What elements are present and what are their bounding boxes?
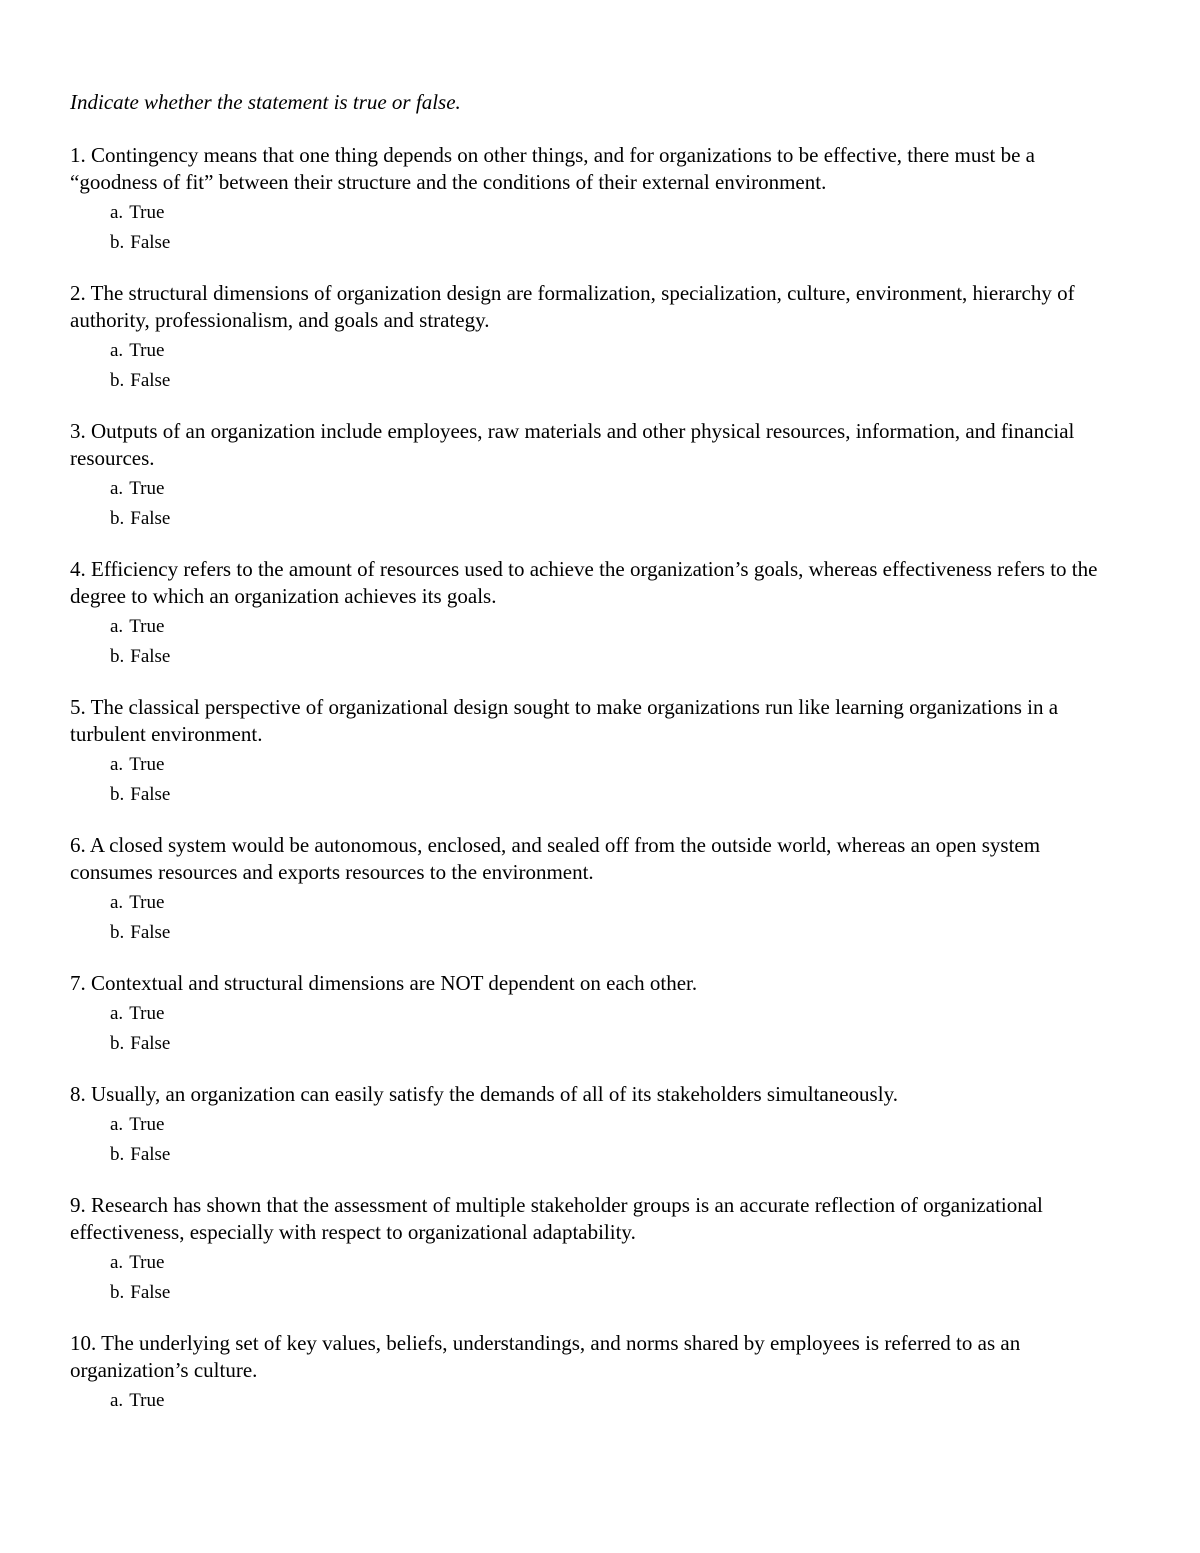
option-letter: a. <box>110 478 124 499</box>
option-letter: b. <box>110 232 125 253</box>
question-item <box>70 1330 1120 1416</box>
option-letter: a. <box>110 1252 124 1273</box>
option-label: False <box>130 232 171 253</box>
option-label: False <box>130 922 171 943</box>
option-letter: a. <box>110 1114 124 1135</box>
question-number: 1. <box>70 143 86 167</box>
question-text: Contextual and structural dimensions are NOT dependent on each other. <box>91 971 698 995</box>
option-letter: b. <box>110 1282 125 1303</box>
answer-option <box>110 1140 1120 1170</box>
question-stem <box>70 832 1120 886</box>
answer-options <box>70 1386 1120 1416</box>
option-letter: b. <box>110 922 125 943</box>
option-label: True <box>129 1252 165 1273</box>
option-label: False <box>130 508 171 529</box>
question-text: Outputs of an organization include employees, raw materials and other physical resources, information, and financial resources. <box>70 419 1075 470</box>
answer-options <box>70 1110 1120 1170</box>
question-text: The structural dimensions of organization design are formalization, specialization, culture, environment, hierarchy of authority, professionalism, and goals and strategy. <box>70 281 1075 332</box>
answer-option <box>110 1029 1120 1059</box>
option-letter: a. <box>110 340 124 361</box>
question-item <box>70 970 1120 1059</box>
question-stem <box>70 142 1120 196</box>
instructions: Indicate whether the statement is true or false. <box>70 90 461 114</box>
answer-option <box>110 198 1120 228</box>
answer-option <box>110 888 1120 918</box>
option-letter: a. <box>110 892 124 913</box>
answer-options <box>70 198 1120 258</box>
answer-options <box>70 474 1120 534</box>
option-label: True <box>129 754 165 775</box>
option-letter: b. <box>110 784 125 805</box>
answer-option <box>110 918 1120 948</box>
question-item <box>70 1081 1120 1170</box>
option-label: True <box>129 1390 165 1411</box>
question-stem <box>70 556 1120 610</box>
option-letter: a. <box>110 754 124 775</box>
option-label: True <box>129 340 165 361</box>
answer-option <box>110 474 1120 504</box>
question-number: 7. <box>70 971 86 995</box>
answer-options <box>70 612 1120 672</box>
option-label: True <box>129 478 165 499</box>
answer-options <box>70 336 1120 396</box>
answer-options <box>70 750 1120 810</box>
option-letter: a. <box>110 202 124 223</box>
question-text: Usually, an organization can easily satisfy the demands of all of its stakeholders simultaneously. <box>91 1082 898 1106</box>
answer-option <box>110 504 1120 534</box>
answer-option <box>110 1386 1120 1416</box>
question-stem <box>70 970 1120 997</box>
question-item <box>70 142 1120 258</box>
question-item <box>70 1192 1120 1308</box>
answer-option <box>110 999 1120 1029</box>
option-label: True <box>129 1003 165 1024</box>
option-letter: b. <box>110 508 125 529</box>
answer-option <box>110 228 1120 258</box>
question-number: 5. <box>70 695 86 719</box>
option-label: False <box>130 1144 171 1165</box>
document-page <box>70 88 1120 1438</box>
answer-options <box>70 1248 1120 1308</box>
option-letter: a. <box>110 1003 124 1024</box>
option-letter: b. <box>110 1033 125 1054</box>
option-label: False <box>130 1282 171 1303</box>
answer-option <box>110 1278 1120 1308</box>
answer-option <box>110 1248 1120 1278</box>
question-list <box>70 142 1120 1416</box>
question-text: A closed system would be autonomous, enclosed, and sealed off from the outside world, whereas an open system consumes resources and exports resources to the environment. <box>70 833 1041 884</box>
option-letter: b. <box>110 370 125 391</box>
question-text: The classical perspective of organizational design sought to make organizations run like learning organizations in a turbulent environment. <box>70 695 1059 746</box>
question-number: 6. <box>70 833 86 857</box>
question-stem <box>70 280 1120 334</box>
option-label: True <box>129 1114 165 1135</box>
answer-options <box>70 999 1120 1059</box>
question-number: 8. <box>70 1082 86 1106</box>
question-item <box>70 556 1120 672</box>
question-number: 9. <box>70 1193 86 1217</box>
question-item <box>70 418 1120 534</box>
question-stem <box>70 694 1120 748</box>
answer-option <box>110 750 1120 780</box>
option-letter: a. <box>110 1390 124 1411</box>
option-label: False <box>130 1033 171 1054</box>
option-letter: b. <box>110 646 125 667</box>
question-stem <box>70 1330 1120 1384</box>
question-text: Contingency means that one thing depends on other things, and for organizations to be effective, there must be a “goodness of fit” between their structure and the conditions of their external environment. <box>70 143 1035 194</box>
answer-options <box>70 888 1120 948</box>
option-label: False <box>130 370 171 391</box>
question-text: Efficiency refers to the amount of resources used to achieve the organization’s goals, whereas effectiveness refers to the degree to which an organization achieves its goals. <box>70 557 1098 608</box>
question-text: Research has shown that the assessment of multiple stakeholder groups is an accurate reflection of organizational effectiveness, especially with respect to organizational adaptability. <box>70 1193 1043 1244</box>
question-item <box>70 832 1120 948</box>
option-letter: b. <box>110 1144 125 1165</box>
answer-option <box>110 1110 1120 1140</box>
option-letter: a. <box>110 616 124 637</box>
answer-option <box>110 642 1120 672</box>
question-stem <box>70 418 1120 472</box>
question-item <box>70 694 1120 810</box>
question-number: 4. <box>70 557 86 581</box>
answer-option <box>110 612 1120 642</box>
question-number: 10. <box>70 1331 97 1355</box>
option-label: False <box>130 646 171 667</box>
answer-option <box>110 780 1120 810</box>
question-text: The underlying set of key values, beliefs, understandings, and norms shared by employees is referred to as an organization’s culture. <box>70 1331 1021 1382</box>
question-number: 2. <box>70 281 86 305</box>
option-label: True <box>129 202 165 223</box>
answer-option <box>110 366 1120 396</box>
option-label: True <box>129 616 165 637</box>
option-label: True <box>129 892 165 913</box>
question-number: 3. <box>70 419 86 443</box>
question-stem <box>70 1192 1120 1246</box>
answer-option <box>110 336 1120 366</box>
question-stem <box>70 1081 1120 1108</box>
question-item <box>70 280 1120 396</box>
option-label: False <box>130 784 171 805</box>
